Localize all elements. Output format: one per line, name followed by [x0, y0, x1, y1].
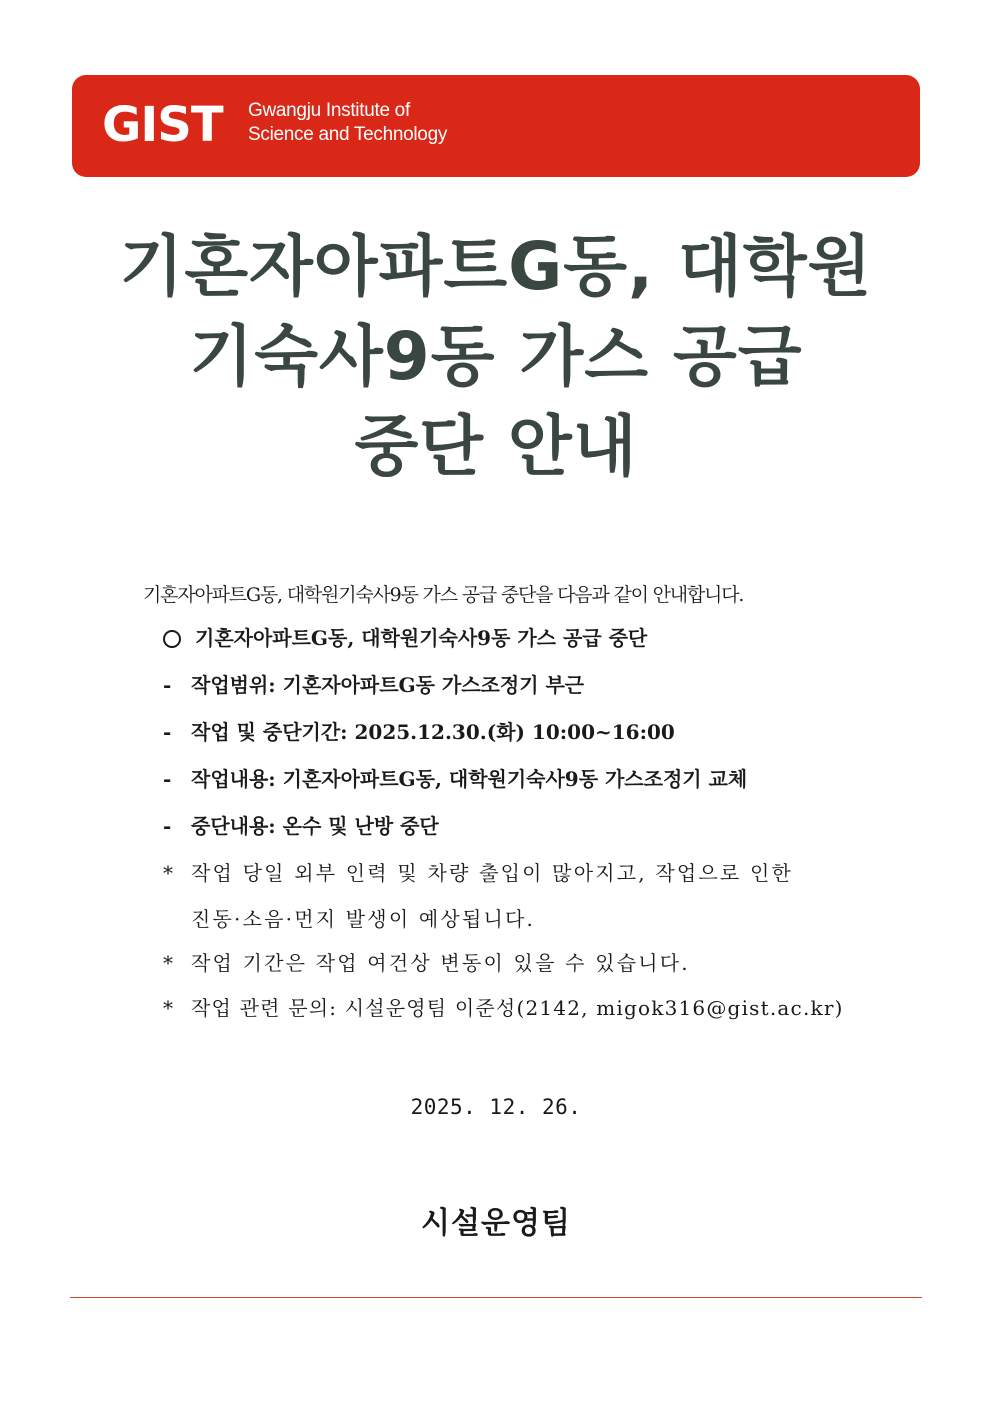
institute-name-line2: Science and Technology: [248, 124, 448, 145]
circle-bullet-icon: [163, 630, 181, 648]
asterisk-bullet: *: [163, 861, 176, 885]
gist-logo: [102, 97, 237, 151]
gist-logo-text: GIST: [102, 97, 223, 151]
note-text: 작업 기간은 작업 여건상 변동이 있을 수 있습니다.: [191, 951, 690, 975]
footer-divider: [70, 1297, 922, 1298]
note-text: 작업 당일 외부 인력 및 차량 출입이 많아지고, 작업으로 인한: [191, 861, 794, 885]
title-line-3: 중단 안내: [354, 408, 638, 485]
list-item-text: 중단내용: 온수 및 난방 중단: [191, 814, 439, 838]
institute-name: [248, 99, 447, 147]
dash-bullet: -: [163, 814, 172, 838]
title-line-1: 기혼자아파트G동, 대학원: [119, 228, 873, 305]
list-item: [163, 764, 747, 794]
notice-date: 2025. 12. 26.: [410, 1095, 582, 1119]
asterisk-bullet: *: [163, 996, 175, 1020]
page-title: [0, 222, 992, 492]
note-item: [163, 858, 793, 888]
list-item: [163, 811, 439, 841]
dash-bullet: -: [163, 767, 172, 791]
notice-heading: [163, 623, 647, 653]
team-signature: 시설운영팀: [421, 1206, 571, 1241]
institute-name-line1: Gwangju Institute of: [248, 100, 410, 121]
note-item: [163, 993, 844, 1023]
notice-heading-text: 기혼자아파트G동, 대학원기숙사9동 가스 공급 중단: [195, 626, 648, 650]
header-banner: [72, 75, 920, 177]
dash-bullet: -: [163, 720, 172, 744]
list-item: [163, 670, 584, 700]
list-item-text: 작업내용: 기혼자아파트G동, 대학원기숙사9동 가스조정기 교체: [191, 767, 748, 791]
asterisk-bullet: *: [163, 951, 176, 975]
note-text: 작업 관련 문의: 시설운영팀 이준성(2142, migok316@gist.ac.kr): [191, 996, 844, 1020]
title-line-2: 기숙사9동 가스 공급: [189, 318, 803, 395]
intro-text: 기혼자아파트G동, 대학원기숙사9동 가스 공급 중단을 다음과 같이 안내합니다.: [143, 584, 744, 606]
dash-bullet: -: [163, 673, 172, 697]
list-item-text: 작업 및 중단기간: 2025.12.30.(화) 10:00~16:00: [191, 720, 675, 744]
note-text-continued: 진동·소음·먼지 발생이 예상됩니다.: [191, 907, 536, 931]
list-item-text: 작업범위: 기혼자아파트G동 가스조정기 부근: [191, 673, 585, 697]
list-item: [163, 717, 675, 747]
note-item: [163, 948, 690, 978]
